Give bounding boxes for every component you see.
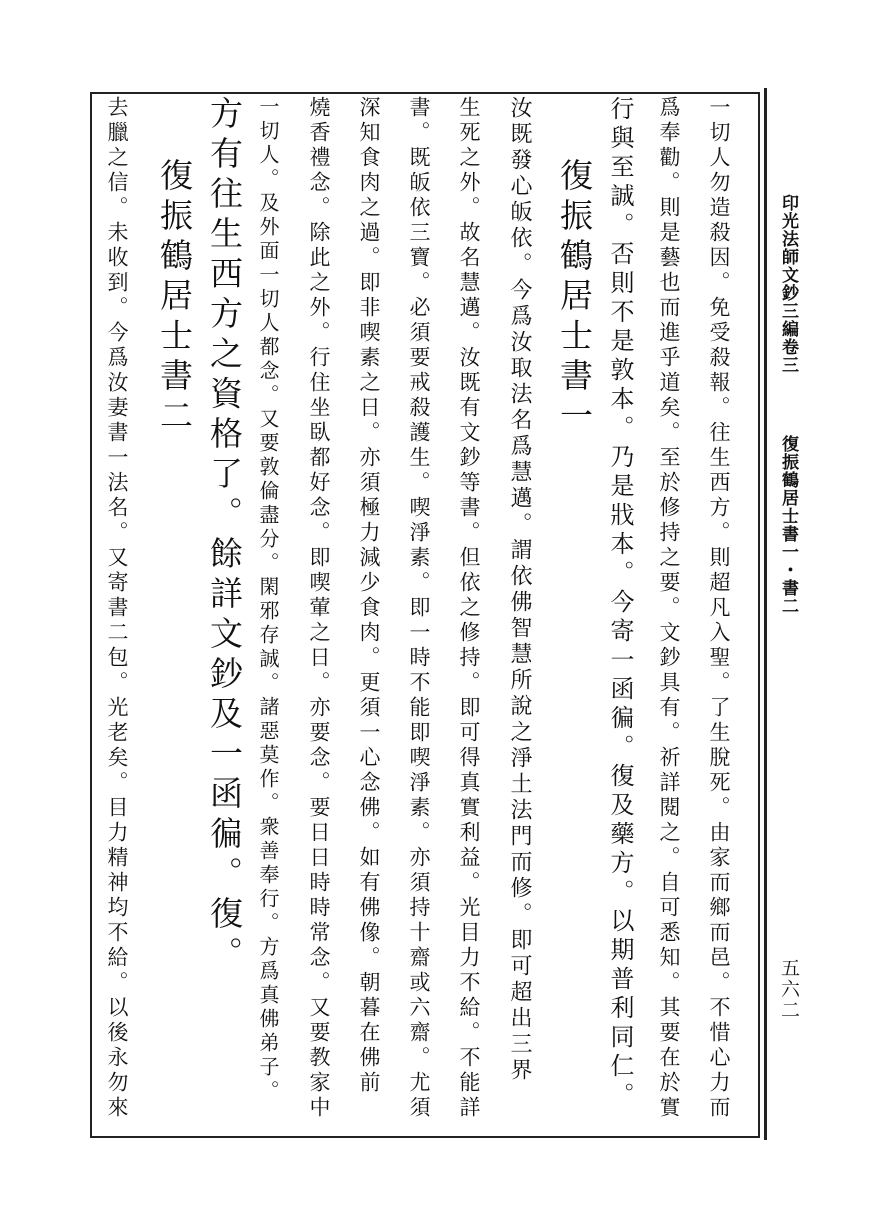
text-column-1: 一切人勿造殺因。免受殺報。往生西方。則超凡入聖。了生脫死。由家而鄉而邑。不惜心力而 [707,96,731,1121]
text-column-8: 深知食肉之過。即非喫素之日。亦須極力減少食肉。更須一心念佛。如有佛像。朝暮在佛前 [357,96,381,1096]
frame-left-line [90,92,92,1138]
text-column-10: 一切人。及外面一切人都念。又要敦倫盡分。閑邪存誠。諸惡莫作。衆善奉行。方爲真佛弟子。 [256,96,280,1104]
text-column-7: 書。既皈依三寶。必須要戒殺護生。喫淨素。即一時不能即喫淨素。亦須持十齋或六齋。尤須 [407,96,431,1121]
text-column-3: 行與至誠。否則不是敦本。乃是戕本。今寄一函徧。復及藥方。以期普利同仁。 [606,96,634,1111]
frame-bottom-line [90,1136,760,1138]
margin-section-title: 復振鶴居士書一・書二 [778,435,798,615]
letter-heading-2: 復振鶴居士書二 [155,158,194,438]
text-column-11: 方有往生西方之資格了。餘詳文鈔及一函徧。復。 [205,96,244,976]
text-column-13: 去臘之信。未收到。今爲汝妻書一法名。又寄書二包。光老矣。目力精神均不給。以後永勿來 [105,96,129,1121]
text-column-6: 生死之外。故名慧邁。汝既有文鈔等書。但依之修持。即可得真實利益。光目力不給。不能詳 [457,96,481,1121]
margin-page-number: 五六二 [778,958,800,1021]
frame-right-outer-line [764,88,767,1140]
frame-right-inner-line [758,92,760,1138]
text-column-2: 爲奉勸。則是藝也而進乎道矣。至於修持之要。文鈔具有。祈詳閱之。自可悉知。其要在於實 [657,96,681,1121]
frame-top-line [90,92,760,94]
text-column-5: 汝既發心皈依。今爲汝取法名爲慧邁。謂依佛智慧所說之淨土法門而修。即可超出三界 [507,96,532,1084]
letter-heading-1: 復振鶴居士書一 [555,158,594,438]
margin-book-title: 印光法師文鈔三編卷三 [778,194,798,374]
text-column-9: 燒香禮念。除此之外。行住坐臥都好念。即喫葷之日。亦要念。要日日時時常念。又要教家中 [307,96,331,1121]
